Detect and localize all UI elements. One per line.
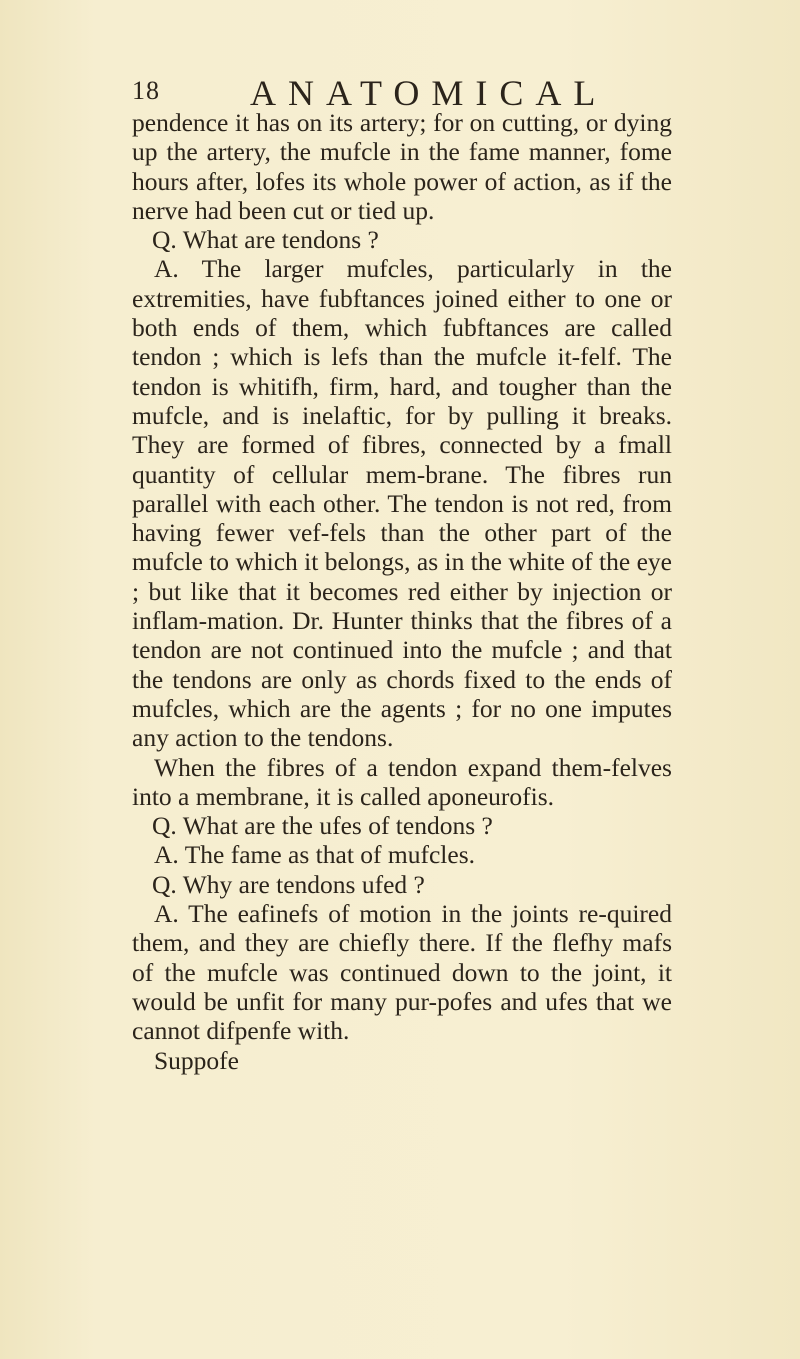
question-tendons: Q. What are tendons ? <box>152 225 379 255</box>
page-header <box>132 72 672 112</box>
answer-uses: A. The fame as that of mufcles. <box>154 840 476 870</box>
catchword: Suppofe <box>154 1045 239 1075</box>
answer-why: A. The eafinefs of motion in the joints re-quired them, and they are chiefly there. If the flefhy mafs of the mufcle was continued down to the joint, it would be unfit for many pur-pofes and ufes that we cannot difpenfe with. <box>132 899 672 1046</box>
page-body <box>132 108 672 1075</box>
running-title: ANATOMICAL <box>250 73 608 113</box>
question-uses: Q. What are the ufes of tendons ? <box>152 811 493 841</box>
page-number: 18 <box>132 76 160 105</box>
question-why: Q. Why are tendons ufed ? <box>152 869 425 899</box>
paragraph-continuation: pendence it has on its artery; for on cutting, or dying up the artery, the mufcle in the fame manner, fome hours after, lofes its whole power of action, as if the nerve had been cut or tied up. <box>132 108 672 225</box>
paragraph-aponeurosis: When the fibres of a tendon expand them-felves into a membrane, it is called aponeurofis. <box>132 752 672 811</box>
answer-tendons: A. The larger mufcles, particularly in the extremities, have fubftances joined either to one or both ends of them, which fubftances are called tendon ; which is lefs than the mufcle it-felf. The tendon is whitifh, firm, hard, and tougher than the mufcle, and is inelaftic, for by pulling it breaks. They are formed of fibres, connected by a fmall quantity of cellular mem-brane. The fibres run parallel with each other. The tendon is not red, from having fewer vef-fels than the other part of the mufcle to which it belongs, as in the white of the eye ; but like that it becomes red either by injection or inflam-mation. Dr. Hunter thinks that the fibres of a tendon are not continued into the mufcle ; and that the tendons are only as chords fixed to the ends of mufcles, which are the agents ; for no one imputes any action to the tendons. <box>132 254 672 753</box>
